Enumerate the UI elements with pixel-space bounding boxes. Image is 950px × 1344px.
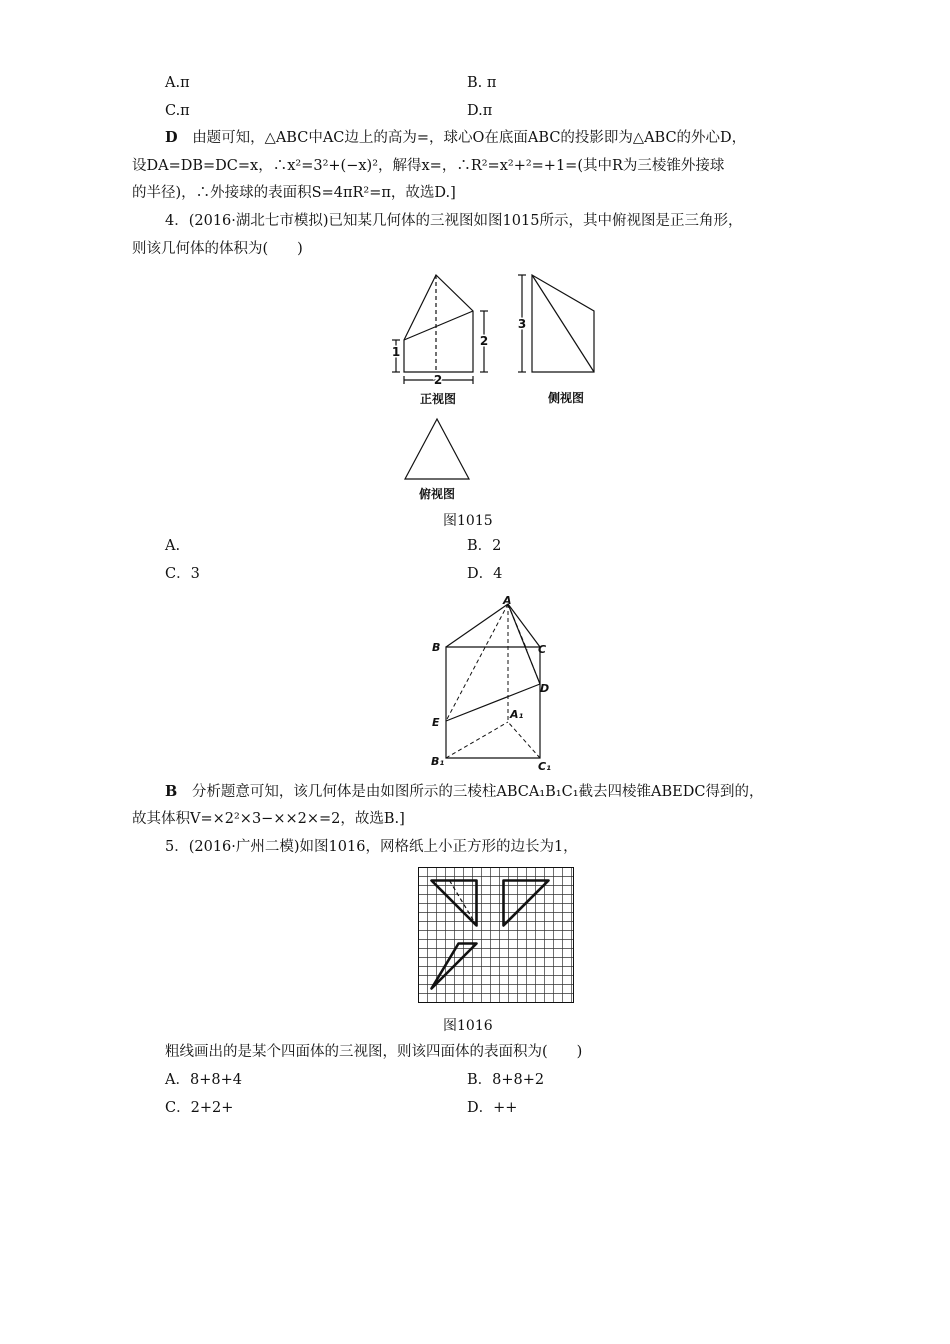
prism-label-b1: B₁	[431, 755, 445, 768]
q3-option-d: D.π	[467, 103, 493, 119]
prism-edge-ab	[446, 604, 508, 647]
dim-label-3: 3	[517, 317, 527, 331]
top-view-label: 俯视图	[418, 487, 456, 501]
prism-hidden-ae	[446, 604, 508, 721]
q5-option-d: D．++	[467, 1100, 518, 1116]
q3-solution-line-3: 的半径)，∴外接球的表面积S=4πR²=π，故选D.]	[132, 185, 456, 201]
q3-option-c: C.π	[165, 103, 190, 119]
q4-solution-line-1	[165, 781, 763, 803]
q4-stem-line-1: 4．(2016·湖北七市模拟)已知某几何体的三视图如图1015所示，其中俯视图是正三角形，	[165, 213, 743, 229]
grid-view-top-right	[504, 881, 549, 926]
dim-label-2-bottom: 2	[433, 373, 443, 387]
q4-option-b: B．2	[467, 538, 502, 554]
q3-answer-letter: D	[165, 129, 178, 146]
grid-figure	[418, 867, 574, 1003]
front-view-label: 正视图	[419, 392, 457, 406]
dim-label-2-right: 2	[479, 334, 489, 348]
q3-option-b: B. π	[467, 75, 497, 91]
prism-hidden-ac-mid	[508, 604, 527, 650]
q4-answer-letter: B	[165, 783, 178, 800]
prism-label-b: B	[432, 641, 441, 654]
figure-1015-caption: 图1015	[443, 513, 493, 529]
prism-edge-ac	[508, 604, 540, 647]
prism-label-c1: C₁	[538, 760, 551, 773]
q4-option-a: A.	[165, 538, 181, 554]
prism-edge-ed	[446, 684, 540, 721]
q5-stem-line-1: 5．(2016·广州二模)如图1016，网格纸上小正方形的边长为1，	[165, 839, 578, 855]
q5-option-a: A．8+8+4	[165, 1072, 242, 1088]
prism-label-a: A	[503, 594, 512, 607]
q3-solution-text-1: 由题可知，△ABC中AC边上的高为=，球心O在底面ABC的投影即为△ABC的外心D，	[192, 130, 747, 146]
q4-stem-line-2: 则该几何体的体积为( )	[132, 241, 303, 257]
prism-label-d: D	[540, 682, 550, 695]
q3-option-a: A.π	[165, 75, 190, 91]
q4-option-d: D．4	[467, 566, 503, 582]
prism-label-a1: A₁	[510, 708, 524, 721]
prism-label-e: E	[432, 716, 440, 729]
q5-option-b: B．8+8+2	[467, 1072, 545, 1088]
figure-1016-caption: 图1016	[443, 1018, 493, 1034]
q5-option-c: C．2+2+	[165, 1100, 234, 1116]
prism-hidden-b1a1	[446, 722, 508, 758]
grid-view-bottom	[432, 944, 477, 989]
q5-stem-line-2: 粗线画出的是某个四面体的三视图，则该四面体的表面积为( )	[165, 1044, 583, 1060]
dim-label-1: 1	[391, 345, 401, 359]
grid-lines	[418, 867, 574, 1003]
prism-label-c: C	[538, 643, 547, 656]
prism-hidden-c1a1	[508, 722, 540, 758]
grid-border	[419, 868, 574, 1003]
q3-solution-line-2: 设DA=DB=DC=x，∴x²=3²+(−x)²，解得x=，∴R²=x²+²=+1=(其中R为三棱锥外接球	[132, 158, 725, 174]
q4-solution-line-2: 故其体积V=×2²×3−××2×=2，故选B.]	[132, 811, 405, 827]
side-view-label: 侧视图	[547, 391, 585, 405]
q4-solution-text-1: 分析题意可知，该几何体是由如图所示的三棱柱ABCA₁B₁C₁截去四棱锥ABEDC得到的，	[191, 784, 764, 800]
q4-option-c: C．3	[165, 566, 200, 582]
